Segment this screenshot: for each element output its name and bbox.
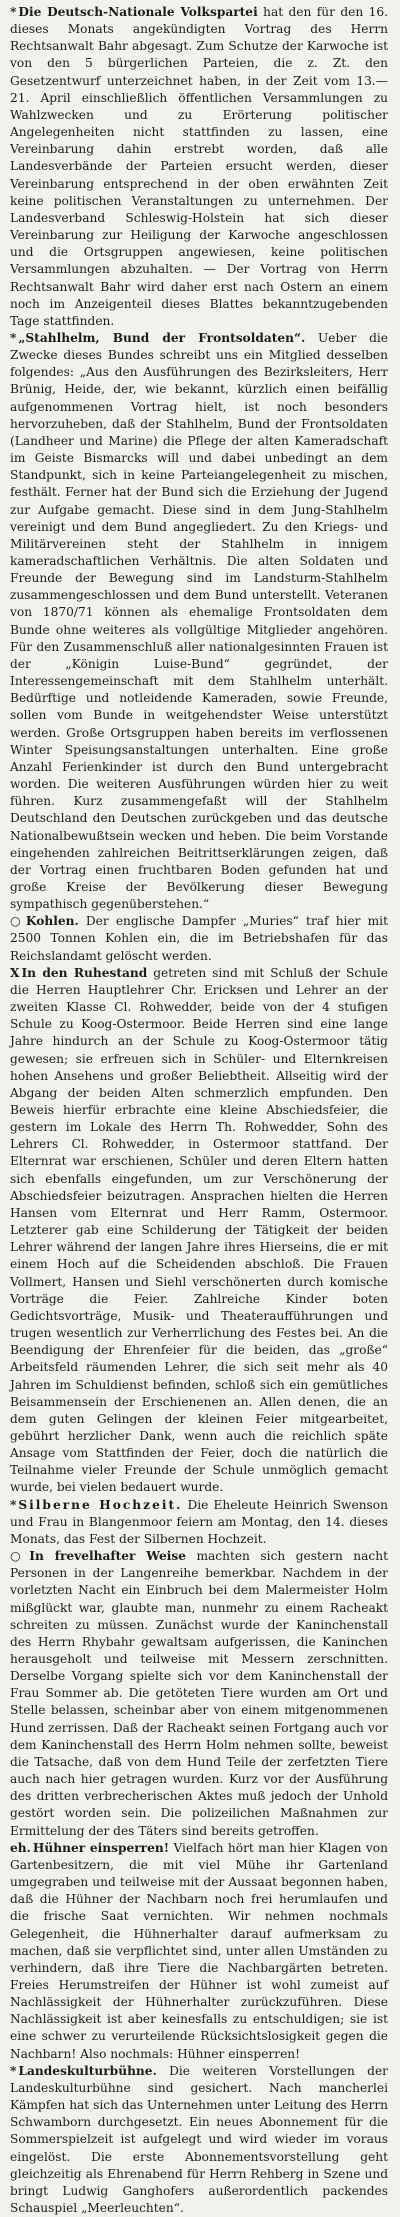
article-marker: * (10, 2063, 17, 2078)
article-kohlen (10, 913, 388, 964)
article-heading: Silberne Hochzeit. (18, 1497, 183, 1512)
article-heading: Kohlen. (25, 914, 79, 929)
article-heading: Hühner einsperren! (32, 1840, 170, 1855)
article-landeskulturbuehne (10, 2063, 388, 2217)
article-ruhestand (10, 965, 388, 1497)
article-heading: „Stahlhelm, Bund der Frontsoldaten“. (18, 330, 306, 345)
article-heading: In frevelhafter Weise (29, 1549, 186, 1564)
article-body: Die weiteren Vorstellungen der Landeskulturbühne sind gesichert. Nach mancherlei Kämpfen hat sich das Unternehmen unter Leitung des Herrn Schwamborn durchgesetzt. Ein neues Abonnement für die Sommerspielzeit ist aufgelegt und wird wieder im voraus eingelöst. Die erste Abonnementsvorstellung geht gleichzeitig als Ehrenabend für Herrn Rehberg in Szene und bringt Ludwig Ganghofers außerordentlich packendes Schauspiel „Meerleuchten“. (10, 2063, 388, 2215)
article-marker: * (10, 330, 17, 345)
article-marker: * (10, 1497, 17, 1512)
article-marker: X (10, 965, 20, 980)
article-body: Ueber die Zwecke dieses Bundes schreibt uns ein Mitglied desselben folgendes: „Aus den Ausführungen des Bezirksleiters, Herr Brünig, Heide, der, wie bekannt, kürzlich einen beifällig aufgenommenen Vortrag hielt, ist noch besonders hervorzuheben, daß der Stahlhelm, Bund der Frontsoldaten (Landheer und Marine) die Pflege der alten Kameradschaft im Geiste Bismarcks will und dabei unbedingt an dem Standpunkt, sich in keine Parteiangelegenheit zu mischen, festhält. Ferner hat der Bund sich die Erziehung der Jugend zur Aufgabe gemacht. Diese sind in dem Jung-Stahlhelm vereinigt und dem Bund angegliedert. Zu den Kriegs- und Militärvereinen steht der Stahlhelm in innigem kameradschaftlichen Verhältnis. Die alten Soldaten und Freunde der Bewegung sind im Landsturm-Stahlhelm zusammengeschlossen und dem Bund unterstellt. Veteranen von 1870/71 können als ehemalige Frontsoldaten dem Bunde ohne weiteres als vollgültige Mitglieder angehören. Für den Zusammenschluß aller nationalgesinnten Frauen ist der „Königin Luise-Bund“ gegründet, der Interessengemeinschaft mit dem Stahlhelm unterhält. Bedürftige und notleidende Kameraden, sowie Freunde, sollen vom Bunde in weitgehendster Weise unterstützt werden. Große Ortsgruppen haben bereits im verflossenen Winter Speisungsanstaltungen unterhalten. Eine große Anzahl Ferienkinder ist durch den Bund untergebracht worden. Die weiteren Ausführungen würden hier zu weit führen. Kurz zusammengefaßt will der Stahlhelm Deutschland den Deutschen zurückgeben und das deutsche Nationalbewußtsein wecken und heben. Die beim Vorstande eingehenden zahlreichen Beitrittserklärungen zeigen, daß der Vortrag einen fruchtbaren Boden gefunden hat und große Kreise der Bevölkerung dieser Bewegung sympathisch gegenüberstehen.“ (10, 330, 389, 912)
article-heading: Landeskulturbühne. (18, 2063, 157, 2078)
article-volkspartei (10, 4, 388, 330)
article-marker: ○ (10, 1549, 28, 1564)
article-body: Die Eheleute Heinrich Swenson und Frau in Blangenmoor feiern am Montag, den 14. dieses Monats, das Fest der Silbernen Hochzeit. (10, 1497, 388, 1546)
article-heading: Die Deutsch-Nationale Volkspartei (18, 5, 258, 19)
article-heading: In den Ruhestand (21, 965, 148, 980)
article-marker: ○ (10, 914, 24, 929)
article-marker: * (10, 5, 17, 19)
article-frevelhafte-weise (10, 1548, 388, 1840)
article-body: Vielfach hört man hier Klagen von Gartenbesitzern, die mit viel Mühe ihr Gartenland umgegraben und teilweise mit der Aussaat begonnen haben, daß die Hühner der Nachbarn noch frei herumlaufen und die frische Saat vernichten. Wir nehmen nochmals Gelegenheit, die Hühnerhalter darauf aufmerksam zu machen, daß sie verpflichtet sind, unter allen Umständen zu verhindern, daß ihre Tiere die Nachbargärten betreten. Freies Herumstreifen der Hühner ist wohl zumeist auf Nachlässigkeit der Hühnerhalter zurückzuführen. Diese Nachlässigkeit ist aber keinesfalls zu entschuldigen; sie ist eine schwer zu verurteilende Rücksichtslosigkeit gegen die Nachbarn! Also nochmals: Hühner einsperren! (10, 1840, 388, 2061)
article-huehner (10, 1840, 388, 2063)
article-marker: eh. (10, 1840, 31, 1855)
article-body: machten sich gestern nacht Personen in der Langenreihe bemerkbar. Nachdem in der vorletzten Nacht ein Einbruch bei dem Malermeister Holm mißglückt war, glaubte man, nunmehr zu einem Racheakt schreiten zu müssen. Zunächst wurde der Kaninchenstall des Herrn Rhybahr gewaltsam aufgerissen, die Kaninchen herausgeholt und teilweise mit Messern zerschnitten. Derselbe Vorgang spielte sich vor dem Kaninchenstall der Frau Sommer ab. Die getöteten Tiere wurden am Ort und Stelle belassen, scheinbar aber von einem mitgenommenen Hund zerrissen. Daß der Racheakt seinen Fortgang auch vor dem Kaninchenstall des Herrn Holm nehmen sollte, beweist die Tatsache, daß von dem Hund Teile der zerfetzten Tiere auch nach hier getragen wurden. Kurz vor der Ausführung des dritten verbrecherischen Aktes muß jedoch der Unhold gestört worden sein. Die polizeilichen Maßnahmen zur Ermittelung der des Täters sind bereits getroffen. (10, 1549, 388, 1838)
article-stahlhelm (10, 330, 388, 913)
article-body: getreten sind mit Schluß der Schule die Herren Hauptlehrer Chr. Ericksen und Lehrer an der zweiten Klasse Cl. Rohwedder, beide von der 4 stufigen Schule zu Koog-Ostermoor. Beide Herren sind eine lange Jahre hindurch an der Schule zu Koog-Ostermoor tätig gewesen; sie erfreuen sich in Schüler- und Elternkreisen hohen Ansehens und großer Beliebtheit. Allseitig wird der Abgang der beiden Alten schmerzlich empfunden. Den Beweis hierfür erbrachte eine kleine Abschiedsfeier, die gestern im Lokale des Herrn Th. Rohwedder, Sohn des Lehrers Cl. Rohwedder, in Ostermoor stattfand. Der Elternrat war erschienen, Schüler und deren Eltern hatten sich ebenfalls eingefunden, um zur Verschönerung der Abschiedsfeier beizutragen. Ansprachen hielten die Herren Hansen vom Elternrat und Herr Ramm, Ostermoor. Letzterer gab eine Schilderung der Tätigkeit der beiden Lehrer während der langen Jahre ihres Hierseins, die er mit einem Hoch auf die Scheidenden abschloß. Die Frauen Vollmert, Hansen und Siehl verschönerten durch komische Vorträge die Feier. Zahlreiche Kinder boten Gedichtsvorträge, Musik- und Theateraufführungen und trugen wesentlich zur Verherrlichung des Festes bei. An die Beendigung der Ehrenfeier für die beiden, das „große“ Arbeitsfeld räumenden Lehrer, die sich seit mehr als 40 Jahren im Schuldienst befinden, schloß sich ein gemütliches Beisammensein der Erschienenen an. Allen denen, die an dem guten Gelingen der kleinen Feier mitgearbeitet, gebührt herzlicher Dank, wenn auch die reichlich späte Ansage vom Stattfinden der Feier, doch die natürlich die Teilnahme vieler Freunde der Schule unmöglich gemacht wurde, bei vielen bedauert wurde. (10, 965, 389, 1495)
article-body: hat den für den 16. dieses Monats angekündigten Vortrag des Herrn Rechtsanwalt Bahr abgesagt. Zum Schutze der Karwoche ist von den 5 bürgerlichen Parteien, die z. Zt. den Gesetzentwurf unterzeichnet haben, in der Zeit vom 13.—21. April einschließlich öffentlichen Versammlungen zu Wahlzwecken und zu Erörterung politischer Angelegenheiten nicht stattfinden zu lassen, eine Vereinbarung dahin erstrebt worden, daß alle Landesverbände der Parteien ersucht werden, dieser Vereinbarung entsprechend in der oben erwähnten Zeit keine politischen Veranstaltungen zu unternehmen. Der Landesverband Schleswig-Holstein hat sich dieser Vereinbarung zur Heiligung der Karwoche angeschlossen und die Ortsgruppen angewiesen, keine politischen Versammlungen abzuhalten. — Der Vortrag von Herrn Rechtsanwalt Bahr wird daher erst nach Ostern an einem noch im Anzeigenteil dieses Blattes bekanntzugebenden Tage stattfinden. (10, 5, 388, 328)
article-silberne-hochzeit (10, 1497, 388, 1548)
article-body: Der englische Dampfer „Muries“ traf hier mit 2500 Tonnen Kohlen ein, die im Betriebshafen für das Reichslandamt gelöscht werden. (10, 914, 388, 963)
